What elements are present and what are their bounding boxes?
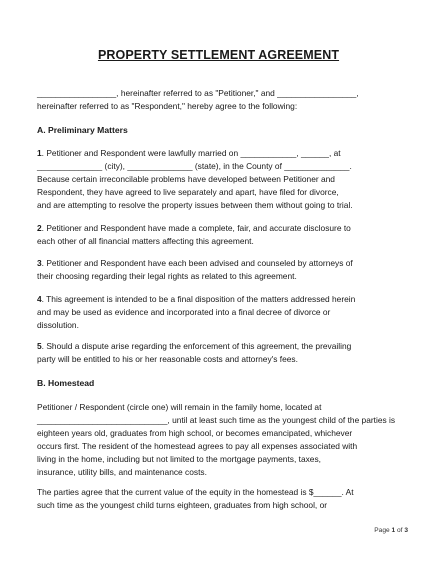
homestead-paragraph-1 bbox=[37, 401, 409, 479]
clause-text: Respondent, they have agreed to live separately and apart, have filed for divorce, bbox=[37, 187, 339, 197]
paragraph-line: The parties agree that the current value of the equity in the homestead is $______. At bbox=[37, 487, 354, 497]
clause-number: 1 bbox=[37, 148, 42, 158]
clause-text: party will be entitled to his or her reasonable costs and attorney's fees. bbox=[37, 354, 298, 364]
paragraph-line: ____________________________, until at least such time as the youngest child of the parties is bbox=[37, 415, 396, 425]
document-title: PROPERTY SETTLEMENT AGREEMENT bbox=[97, 48, 340, 62]
clause-number: 5 bbox=[37, 341, 42, 351]
clause-text: ______________ (city), ______________ (state), in the County of ______________. bbox=[37, 161, 352, 171]
intro-paragraph bbox=[37, 87, 409, 113]
clause-text: Because certain irreconcilable problems have developed between Petitioner and bbox=[37, 174, 335, 184]
clause-text: . Petitioner and Respondent have made a complete, fair, and accurate disclosure to bbox=[41, 223, 351, 233]
clause-number: 4 bbox=[37, 294, 42, 304]
paragraph-line: Petitioner / Respondent (circle one) will remain in the family home, located at bbox=[37, 402, 322, 412]
paragraph-line: occurs first. The resident of the homestead agrees to pay all expenses associated with bbox=[37, 441, 358, 451]
clause-text: . Should a dispute arise regarding the enforcement of this agreement, the prevailing bbox=[41, 341, 352, 351]
section-b-heading: B. Homestead bbox=[37, 378, 95, 388]
paragraph-line: eighteen years old, graduates from high school, or becomes emancipated, whichever bbox=[37, 428, 353, 438]
clause-number: 2 bbox=[37, 223, 42, 233]
paragraph-line: insurance, utility bills, and maintenance costs. bbox=[37, 467, 207, 477]
clause-text: their choosing regarding their legal rights as related to this agreement. bbox=[37, 271, 297, 281]
clause-text: dissolution. bbox=[37, 320, 79, 330]
paragraph-line: such time as the youngest child turns eighteen, graduates from high school, or bbox=[37, 500, 328, 510]
clause-4 bbox=[37, 293, 409, 332]
clause-text: each other of all financial matters affecting this agreement. bbox=[37, 236, 254, 246]
paragraph-line: living in the home, including but not limited to the mortgage payments, taxes, bbox=[37, 454, 321, 464]
intro-line: _________________, hereinafter referred to as "Petitioner," and _________________, bbox=[37, 88, 359, 98]
homestead-paragraph-2 bbox=[37, 486, 409, 512]
clause-text: and are attempting to resolve the property issues between them without going to trial. bbox=[37, 200, 353, 210]
clause-3 bbox=[37, 257, 409, 283]
total-pages: 3 bbox=[404, 527, 408, 534]
clause-text: . Petitioner and Respondent were lawfully married on ____________, ______, at bbox=[41, 148, 341, 158]
clause-text: . This agreement is intended to be a final disposition of the matters addressed herein bbox=[41, 294, 356, 304]
clause-text: and may be used as evidence and incorporated into a final decree of divorce or bbox=[37, 307, 331, 317]
clause-2 bbox=[37, 222, 409, 248]
clause-1 bbox=[37, 147, 409, 212]
clause-5 bbox=[37, 340, 409, 366]
page-number: Page 1 of 3 bbox=[374, 527, 408, 534]
intro-line: hereinafter referred to as "Respondent," hereby agree to the following: bbox=[37, 101, 298, 111]
clause-text: . Petitioner and Respondent have each been advised and counseled by attorneys of bbox=[41, 258, 353, 268]
current-page: 1 bbox=[391, 527, 396, 534]
clause-number: 3 bbox=[37, 258, 42, 268]
section-a-heading: A. Preliminary Matters bbox=[37, 125, 128, 135]
